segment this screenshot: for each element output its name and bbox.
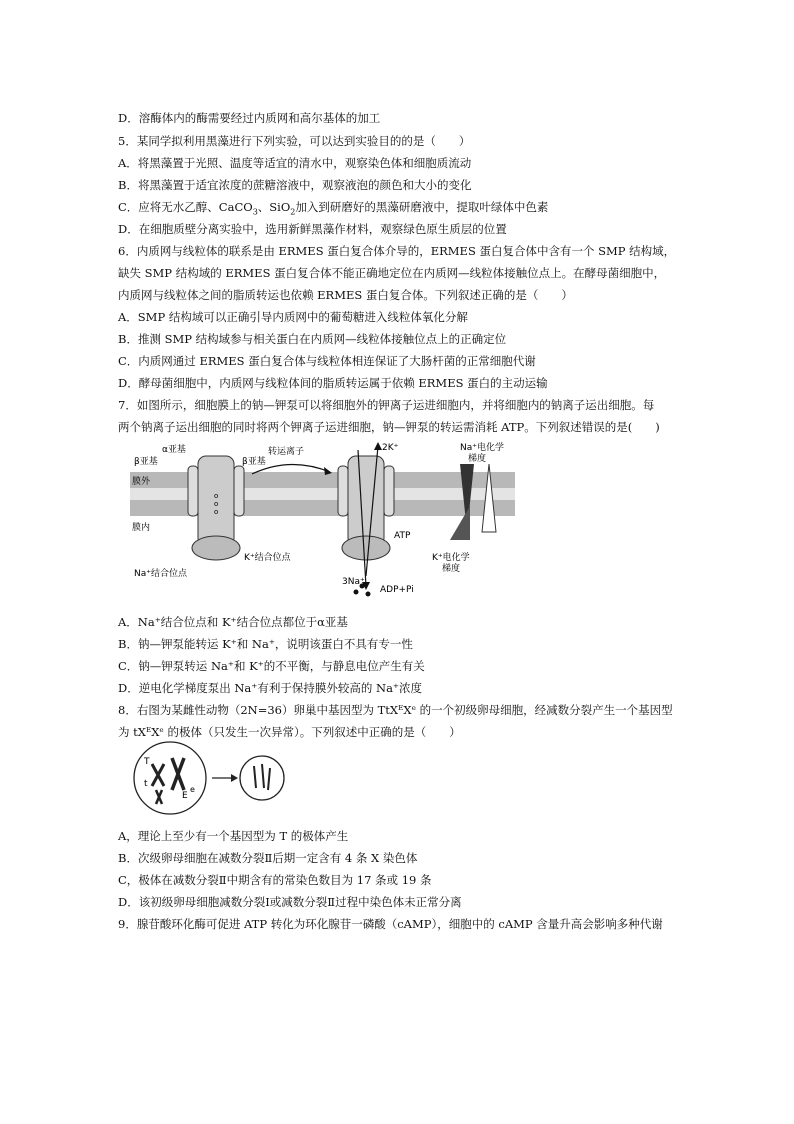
na-ion-label: 3Na⁺: [342, 577, 365, 587]
q6-option-a: A．SMP 结构域可以正确引导内质网中的葡萄糖进入线粒体氧化分解: [118, 310, 468, 324]
q6-stem-2: 缺失 SMP 结构域的 ERMES 蛋白复合体不能正确地定位在内质网—线粒体接触位点上。在酵母菌细胞中，: [118, 266, 666, 280]
alpha-subunit-label: α亚基: [162, 445, 186, 455]
q4-option-d: D．溶酶体内的酶需要经过内质网和高尔基体的加工: [118, 111, 381, 125]
k-gradient-label-2: 梯度: [442, 564, 461, 574]
q9-stem-1: 9．腺苷酸环化酶可促进 ATP 转化为环化腺苷一磷酸（cAMP），细胞中的 cAMP 含量升高会影响多种代谢: [118, 917, 663, 931]
q7-stem-2: 两个钠离子运出细胞的同时将两个钾离子运进细胞，钠—钾泵的转运需消耗 ATP。下列叙述错误的是( ): [118, 420, 660, 434]
oocyte-division-figure: [130, 740, 310, 818]
beta-subunit-label-left: β亚基: [134, 457, 158, 467]
q6-option-b: B．推测 SMP 结构域参与相关蛋白在内质网—线粒体接触位点上的正确定位: [118, 332, 507, 346]
q5-option-d: D．在细胞质壁分离实验中，选用新鲜黑藻作材料，观察绿色原生质层的位置: [118, 222, 507, 236]
q5-stem: 5．某同学拟利用黑藻进行下列实验，可以达到实验目的的是（ ）: [118, 134, 471, 148]
q7-option-b: B．钠—钾泵能转运 K⁺和 Na⁺，说明该蛋白不具有专一性: [118, 637, 413, 651]
pump-left: [188, 456, 244, 560]
gene-label-E: E: [182, 791, 188, 801]
na-binding-site-label: Na⁺结合位点: [134, 569, 187, 579]
q7-option-a: A．Na⁺结合位点和 K⁺结合位点都位于α亚基: [118, 615, 348, 629]
q6-option-c: C．内质网通过 ERMES 蛋白复合体与线粒体相连保证了大肠杆菌的正常细胞代谢: [118, 354, 536, 368]
q8-stem-2: 为 tXᴱXᵉ 的极体（只发生一次异常）。下列叙述中正确的是（ ）: [118, 725, 461, 739]
adp-label: ADP+Pi: [380, 585, 414, 595]
gene-label-T: T: [144, 757, 150, 767]
q7-stem-1: 7．如图所示，细胞膜上的钠—钾泵可以将细胞外的钾离子运进细胞内，并将细胞内的钠离子运出细胞。每: [118, 398, 655, 412]
q8-option-a: A，理论上至少有一个基因型为 T 的极体产生: [118, 829, 349, 843]
gene-label-e: e: [190, 785, 195, 794]
svg-text:o: o: [214, 500, 219, 508]
svg-text:o: o: [214, 508, 219, 516]
q8-stem-1: 8．右图为某雌性动物（2N=36）卵巢中基因型为 TtXᴱXᵉ 的一个初级卵母细胞，经减数分裂产生一个基因型: [118, 703, 673, 717]
q5-option-b: B．将黑藻置于适宜浓度的蔗糖溶液中，观察液泡的颜色和大小的变化: [118, 178, 472, 192]
q7-option-d: D．逆电化学梯度泵出 Na⁺有利于保持膜外较高的 Na⁺浓度: [118, 681, 423, 695]
q6-option-d: D．酵母菌细胞中，内质网与线粒体间的脂质转运属于依赖 ERMES 蛋白的主动运输: [118, 376, 548, 390]
q6-stem-3: 内质网与线粒体之间的脂质转运也依赖 ERMES 蛋白复合体。下列叙述正确的是（ ）: [118, 288, 573, 302]
q5-option-c: C．应将无水乙醇、CaCO$_3$、SiO$_2$加入到研磨好的黑藻研磨液中，提取叶绿体中色素: [118, 200, 549, 217]
outside-label: 膜外: [132, 477, 151, 487]
svg-text:o: o: [214, 492, 219, 500]
gene-label-t: t: [144, 779, 148, 789]
q8-option-d: D．该初级卵母细胞减数分裂Ⅰ或减数分裂Ⅱ过程中染色体未正常分离: [118, 895, 462, 909]
k-binding-site-label: K⁺结合位点: [244, 553, 291, 563]
q8-option-c: C，极体在减数分裂Ⅱ中期含有的常染色数目为 17 条或 19 条: [118, 873, 432, 887]
k-ion-label: 2K⁺: [382, 443, 399, 453]
na-gradient-label-1: Na⁺电化学: [460, 443, 504, 453]
sodium-potassium-pump-figure: [130, 436, 520, 601]
na-gradient-label-2: 梯度: [468, 454, 487, 464]
beta-subunit-label-right: β亚基: [242, 457, 266, 467]
atp-label: ATP: [394, 531, 411, 541]
q6-stem-1: 6．内质网与线粒体的联系是由 ERMES 蛋白复合体介导的，ERMES 蛋白复合体中含有一个 SMP 结构域，: [118, 244, 676, 258]
transport-ion-label: 转运离子: [268, 447, 305, 457]
q7-option-c: C．钠—钾泵转运 Na⁺和 K⁺的不平衡，与静息电位产生有关: [118, 659, 425, 673]
k-gradient-label-1: K⁺电化学: [432, 553, 470, 563]
q5-option-a: A．将黑藻置于光照、温度等适宜的清水中，观察染色体和细胞质流动: [118, 156, 472, 170]
primary-oocyte-cell: [134, 742, 206, 814]
polar-body-cell: [240, 756, 284, 800]
inside-label: 膜内: [132, 523, 151, 533]
q8-option-b: B．次级卵母细胞在减数分裂Ⅱ后期一定含有 4 条 X 染色体: [118, 851, 418, 865]
